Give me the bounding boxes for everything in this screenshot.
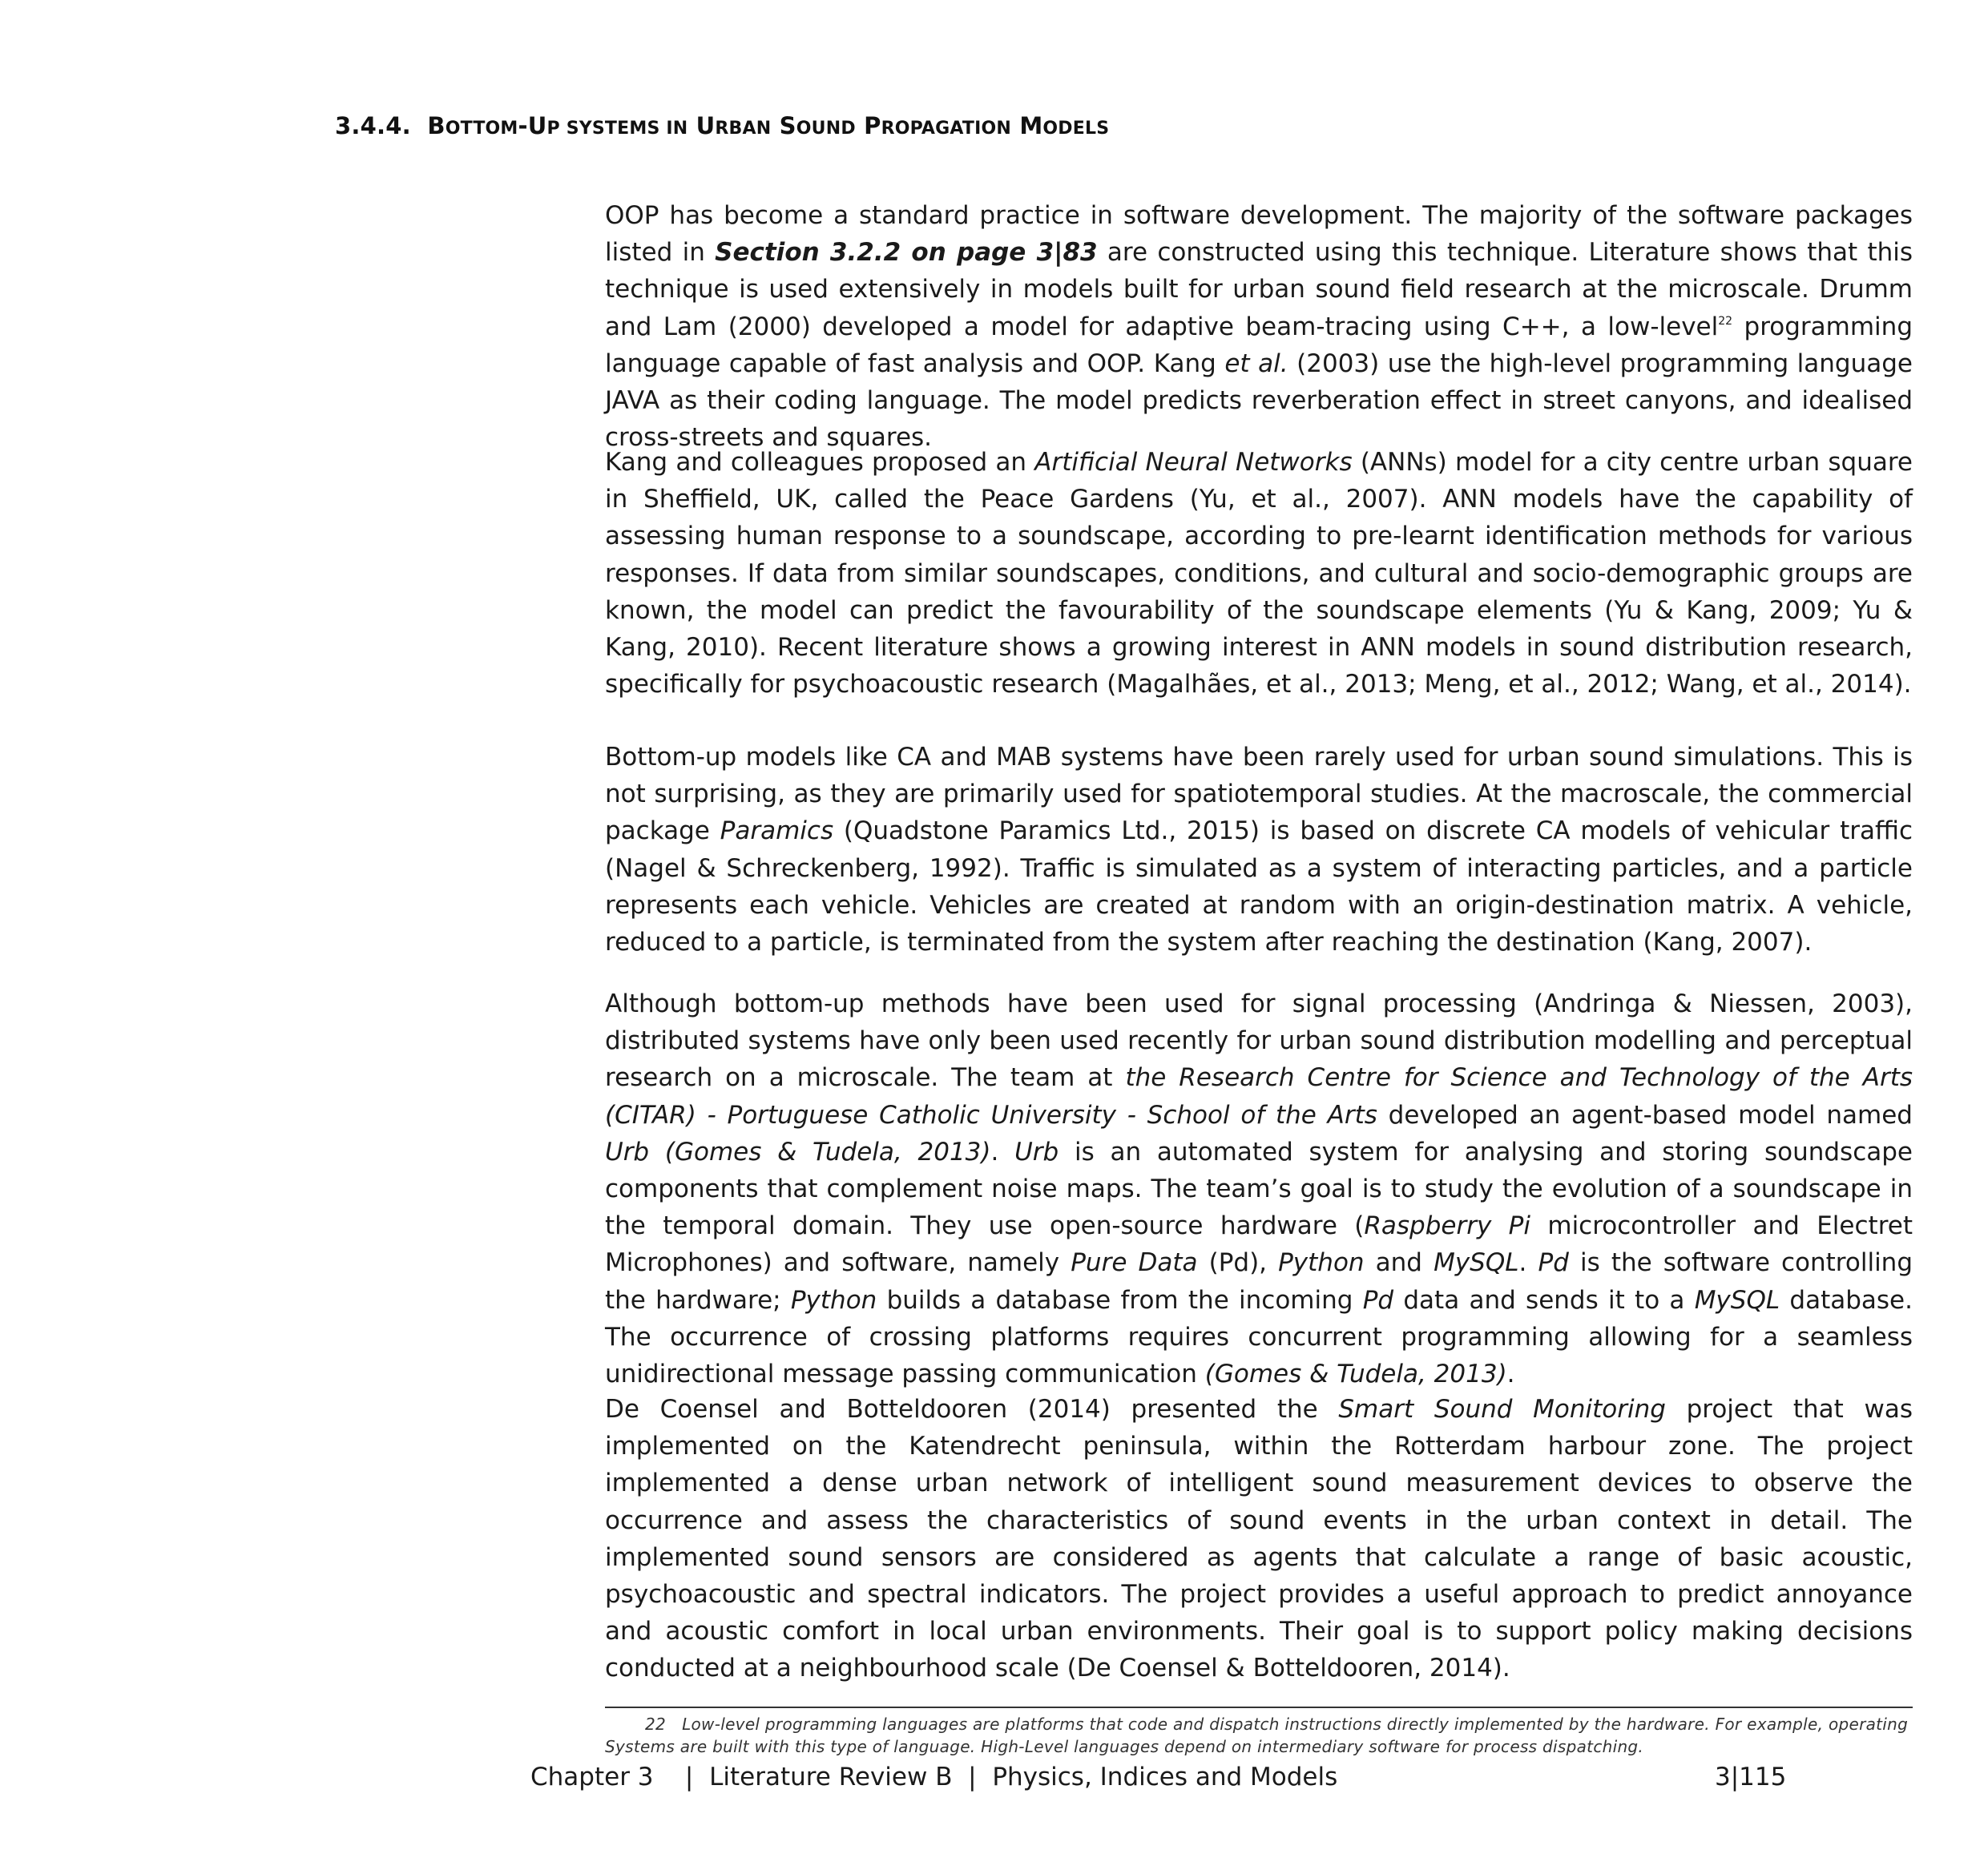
heading-word: PROPAGATION (864, 112, 1012, 139)
paragraph: De Coensel and Botteldooren (2014) presented the Smart Sound Monitoring project that was implemented on the Katendrecht peninsula, within the Rotterdam harbour zone. The project implemented a dense urban network of intelligent sound measurement devices to observe the occurrence and assess the characteristics of sound events in the urban context in detail. The implemented sound sensors are considered as agents that calculate a range of basic acoustic, psychoacoustic and spectral indicators. The project provides a useful approach to predict annoyance and acoustic comfort in local urban environments. Their goal is to support policy making decisions conducted at a neighbourhood scale (De Coensel & Botteldooren, 2014). (605, 1395, 1913, 1683)
footnote-divider (605, 1707, 1913, 1708)
paragraph: OOP has become a standard practice in software development. The majority of the software packages listed in Section 3.2.2 on page 3|83 are constructed using this technique. Literature shows that this technique is used extensively in models built for urban sound field research at the microscale. Drumm and Lam (2000) developed a model for adaptive beam-tracing using C++, a low-level$^{22}$ programming language capable of fast analysis and OOP. Kang et al. (2003) use the high-level programming language JAVA as their coding language. The model predicts reverberation effect in street canyons, and idealised cross-streets and squares. (605, 201, 1913, 453)
footnote (605, 1713, 1913, 1758)
paragraph: Although bottom-up methods have been used for signal processing (Andringa & Niessen, 2003), distributed systems have only been used recently for urban sound distribution modelling and perceptual research on a microscale. The team at the Research Centre for Science and Technology of the Arts (CITAR) - Portuguese Catholic University - School of the Arts developed an agent-based model named Urb (Gomes & Tudela, 2013). Urb is an automated system for analysing and storing soundscape components that complement noise maps. The team’s goal is to study the evolution of a soundscape in the temporal domain. They use open-source hardware (Raspberry Pi microcontroller and Electret Microphones) and software, namely Pure Data (Pd), Python and MySQL. Pd is the software controlling the hardware; Python builds a database from the incoming Pd data and sends it to a MySQL database. The occurrence of crossing platforms requires concurrent programming allowing for a seamless unidirectional message passing communication (Gomes & Tudela, 2013). (605, 989, 1913, 1389)
section-heading: 3.4.4. BOTTOM-UP SYSTEMS IN URBAN SOUND PROPAGATION MODELS (335, 112, 1110, 139)
paragraph: Kang and colleagues proposed an Artificial Neural Networks (ANNs) model for a city centre urban square in Sheffield, UK, called the Peace Gardens (Yu, et al., 2007). ANN models have the capability of assessing human response to a soundscape, according to pre-learnt identification methods for various responses. If data from similar soundscapes, conditions, and cultural and socio-demographic groups are known, the model can predict the favourability of the soundscape elements (Yu & Kang, 2009; Yu & Kang, 2010). Recent literature shows a growing interest in ANN models in sound distribution research, specifically for psychoacoustic research (Magalhães, et al., 2013; Meng, et al., 2012; Wang, et al., 2014). (605, 448, 1913, 699)
paragraph: Bottom-up models like CA and MAB systems have been rarely used for urban sound simulations. This is not surprising, as they are primarily used for spatiotemporal studies. At the macroscale, the commercial package Paramics (Quadstone Paramics Ltd., 2015) is based on discrete CA models of vehicular traffic (Nagel & Schreckenberg, 1992). Traffic is simulated as a system of interacting particles, and a particle represents each vehicle. Vehicles are created at random with an origin-destination matrix. A vehicle, reduced to a particle, is terminated from the system after reaching the destination (Kang, 2007). (605, 743, 1913, 957)
heading-word: SOUND (779, 112, 856, 139)
footnote-text: Low-level programming languages are platforms that code and dispatch instructions directly implemented by the hardware. For example, operating Systems are built with this type of language. High-Level languages depend on intermediary software for process dispatching. (605, 1715, 1909, 1756)
heading-word: URBAN (696, 112, 772, 139)
heading-word: MODELS (1019, 112, 1110, 139)
page-footer-chapter: Chapter 3 | Literature Review B | Physics, Indices and Models (530, 1763, 1338, 1791)
heading-word: UP SYSTEMS IN (527, 112, 688, 139)
heading-word: BOTTOM (427, 112, 518, 139)
section-number: 3.4.4. (335, 112, 411, 139)
page-number: 3|115 (1715, 1763, 1787, 1791)
cross-reference-link[interactable]: Section 3.2.2 on page 3|83 (715, 238, 1098, 268)
footnote-number: 22 (645, 1715, 667, 1734)
footnote-marker[interactable]: 22 (1718, 314, 1733, 328)
